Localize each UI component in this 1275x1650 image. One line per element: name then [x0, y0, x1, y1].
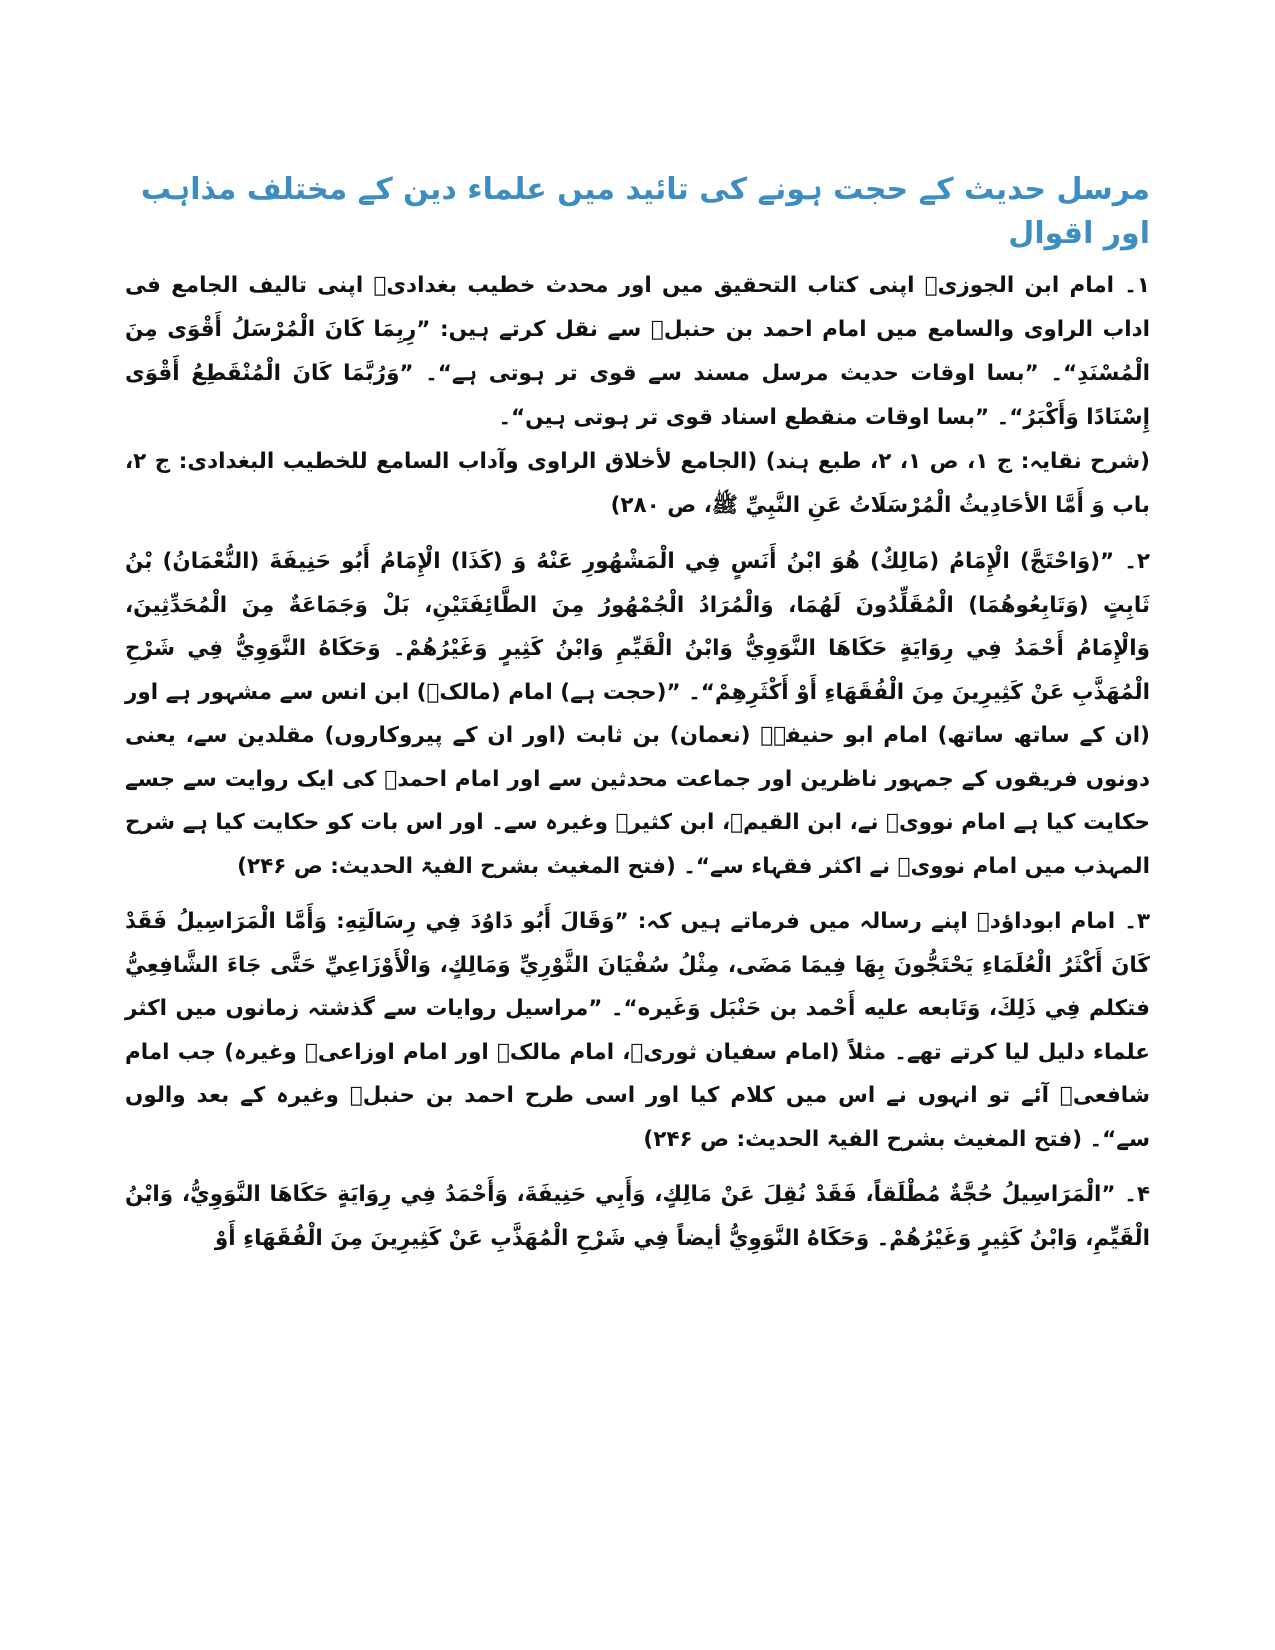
section-1	[125, 264, 1150, 528]
section-4	[125, 1173, 1150, 1260]
page-title: مرسل حدیث کے حجت ہونے کی تائید میں علماء دین کے مختلف مذاہب اور اقوال	[140, 172, 1150, 251]
section-1-reference: (شرح نقایہ: ج ۱، ص ۱، ۲، طبع ہند) (الجامع لأخلاق الراوی وآداب السامع للخطیب البغدادی: ج ۲، باب وَ أَمَّا الأحَادِيثُ الْمُرْسَلَاتُ عَنِ النَّبِيِّ ﷺ، ص ۲۸۰)	[125, 449, 1150, 518]
section-1-body: ۱۔ امام ابن الجوزیؒ اپنی کتاب التحقیق میں اور محدث خطیب بغدادیؒ اپنی تالیف الجامع فی اداب الراوی والسامع میں امام احمد بن حنبلؒ سے نقل کرتے ہیں: ”رِبِمَا كَانَ الْمُرْسَلُ أَقْوَى مِنَ الْمُسْنَدِ“۔ ”بسا اوقات حدیث مرسل مسند سے قوی تر ہوتی ہے“۔ ”وَرُبَّمَا كَانَ الْمُنْقَطِعُ أَقْوَى إِسْنَادًا وَأَكْبَرُ“۔ ”بسا اوقات منقطع اسناد قوی تر ہوتی ہیں“۔	[125, 273, 1150, 430]
section-3	[125, 900, 1150, 1161]
section-2	[125, 540, 1150, 888]
section-4-body: ۴۔ ”الْمَرَاسِيلُ حُجَّةٌ مُطْلَقاً، فَقَدْ نُقِلَ عَنْ مَالِكٍ، وَأَبِي حَنِيفَةَ، وَأَحْمَدُ فِي رِوَايَةٍ حَكَاهَا النَّوَوِيُّ، وَابْنُ الْقَيِّمِ، وَابْنُ كَثِيرٍ وَغَيْرُهُمْ۔ وَحَكَاهُ النَّوَوِيُّ أيضاً فِي شَرْحِ الْمُهَذَّبِ عَنْ كَثِيرِينَ مِنَ الْفُقَهَاءِ أَوْ	[125, 1182, 1150, 1251]
section-3-body: ۳۔ امام ابوداؤدؒ اپنے رسالہ میں فرماتے ہیں کہ: ”وَقَالَ أَبُو دَاوُدَ فِي رِسَالَتِهِ: وَأَمَّا الْمَرَاسِيلُ فَقَدْ كَانَ أَكْثَرُ الْعُلَمَاءِ يَحْتَجُّونَ بِهَا فِيمَا مَضَى، مِثْلُ سُفْيَانَ الثَّوْرِيِّ وَمَالِكٍ، وَالْأَوْزَاعِيِّ حَتَّى جَاءَ الشَّافِعِيُّ فتكلم فِي ذَلِكَ، وَتَابعه عليه أَحْمد بن حَنْبَل وَغَيره“۔ ”مراسیل روایات سے گذشتہ زمانوں میں اکثر علماء دلیل لیا کرتے تھے۔ مثلاً (امام سفیان ثوریؒ، امام مالکؒ اور امام اوزاعیؒ وغیرہ) جب امام شافعیؒ آئے تو انہوں نے اس میں کلام کیا اور اسی طرح احمد بن حنبلؒ وغیرہ کے بعد والوں سے“۔ (فتح المغیث بشرح الفیۃ الحدیث: ص ۲۴۶)	[125, 909, 1150, 1152]
section-2-body: ۲۔ ”(وَاحْتَجَّ) الْإِمَامُ (مَالِكٌ) هُوَ ابْنُ أَنَسٍ فِي الْمَشْهُورِ عَنْهُ وَ (كَذَا) الْإِمَامُ أَبُو حَنِيفَةَ (النُّعْمَانُ) بْنُ ثَابِتٍ (وَتَابِعُوهُمَا) الْمُقَلِّدُونَ لَهُمَا، وَالْمُرَادُ الْجُمْهُورُ مِنَ الطَّائِفَتَيْنِ، بَلْ وَجَمَاعَةٌ مِنَ الْمُحَدِّثِينَ، وَالْإِمَامُ أَحْمَدُ فِي رِوَايَةٍ حَكَاهَا النَّوَوِيُّ وَابْنُ الْقَيِّمِ وَابْنُ كَثِيرٍ وَغَيْرُهُمْ۔ وَحَكَاهُ النَّوَوِيُّ فِي شَرْحِ الْمُهَذَّبِ عَنْ كَثِيرِينَ مِنَ الْفُقَهَاءِ أَوْ أَكْثَرِهِمْ“۔ ”(حجت ہے) امام (مالکؒ) ابن انس سے مشہور ہے اور (ان کے ساتھ ساتھ) امام ابو حنیفہؒ (نعمان) بن ثابت (اور ان کے پیروکاروں) مقلدین سے، یعنی دونوں فریقوں کے جمہور ناظرین اور جماعت محدثین سے اور امام احمدؒ کی ایک روایت سے جسے حکایت کیا ہے امام نوویؒ نے، ابن القیمؒ، ابن کثیرؒ وغیرہ سے۔ اور اس بات کو حکایت کیا ہے شرح المہذب میں امام نوویؒ نے اکثر فقہاء سے“۔ (فتح المغیث بشرح الفیۃ الحدیث: ص ۲۴۶)	[125, 549, 1150, 879]
